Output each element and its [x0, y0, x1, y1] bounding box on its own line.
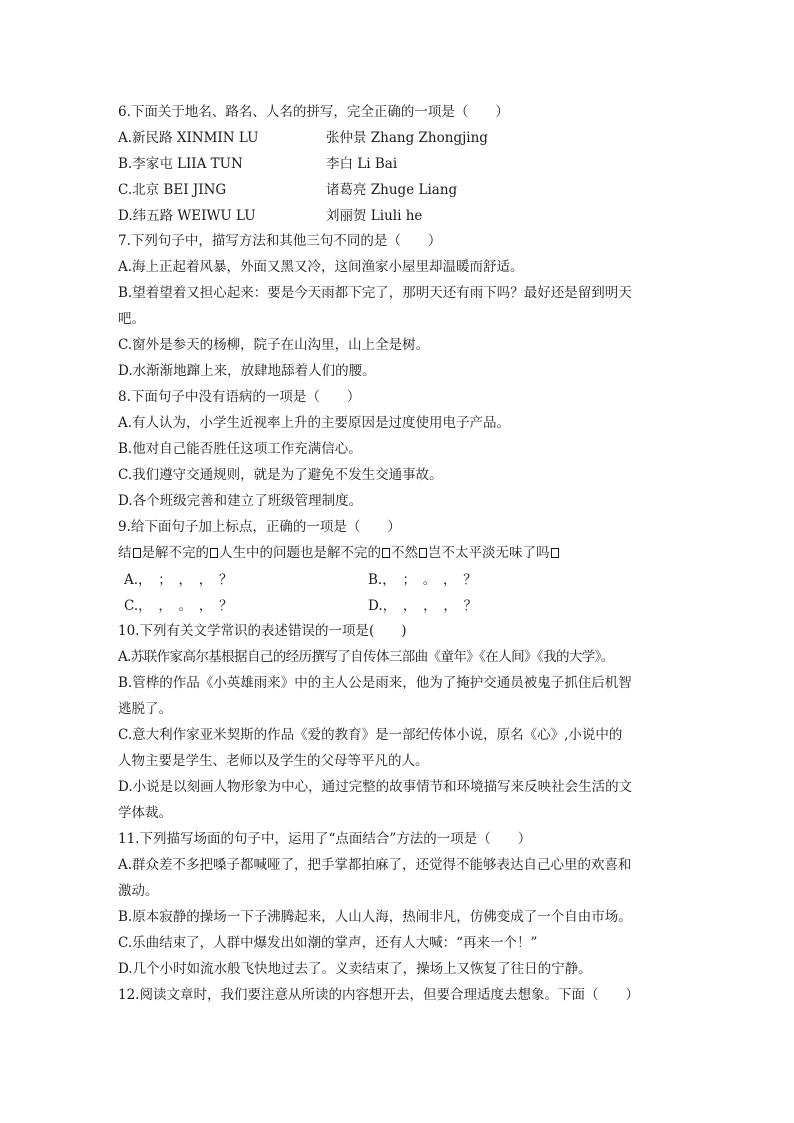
q9-sentence	[118, 544, 560, 562]
q7-option-a: A.海上正起着风暴，外面又黑又冷，这间渔家小屋里却温暖而舒适。	[118, 259, 524, 275]
q9-option-c: C.， ， 。 ， ？	[124, 598, 233, 614]
q11-option-a-line2: 激动。	[118, 883, 159, 899]
q8-stem: 8.下面句子中没有语病的一项是（ ）	[118, 389, 361, 405]
q9-sentence-part4: 不然	[391, 545, 418, 561]
q6-option-c-person: 诸葛亮 Zhuge Liang	[326, 182, 458, 198]
q6-option-d	[118, 207, 423, 225]
q11-stem: 11.下列描写场面的句子中，运用了“点面结合”方法的一项是（ ）	[118, 831, 532, 847]
q10-option-b-line1: B.管桦的作品《小英雄雨来》中的主人公是雨来，他为了掩护交通员被鬼子抓住后机智	[118, 675, 632, 691]
q9-sentence-part2: 是解不完的	[141, 545, 209, 561]
q10-option-c-line2: 人物主要是学生、老师以及学生的父母等平凡的人。	[118, 753, 429, 769]
q6-option-a	[118, 129, 488, 147]
q10-option-c-line1: C.意大利作家亚米契斯的作品《爱的教育》是一部纪传体小说，原名《心》,小说中的	[118, 727, 623, 743]
q9-stem: 9.给下面句子加上标点，正确的一项是（ ）	[118, 519, 401, 535]
q12-stem: 12.阅读文章时，我们要注意从所读的内容想开去，但要合理适度去想象。下面（ ）	[118, 987, 639, 1003]
q6-option-d-person: 刘丽贺 Liuli he	[326, 208, 423, 224]
q10-stem: 10.下列有关文学常识的表述错误的一项是( )	[118, 623, 407, 639]
q11-option-a-line1: A.群众差不多把嗓子都喊哑了，把手掌都拍麻了，还觉得不能够表达自己心里的欢喜和	[118, 857, 632, 873]
q10-option-d-line1: D.小说是以刻画人物形象为中心，通过完整的故事情节和环境描写来反映社会生活的文	[118, 779, 633, 795]
q6-option-d-place: D.纬五路 WEIWU LU	[118, 208, 256, 224]
q9-blank-box	[133, 548, 141, 558]
q6-stem: 6.下面关于地名、路名、人名的拼写，完全正确的一项是（ ）	[118, 104, 509, 120]
q6-option-c	[118, 181, 458, 199]
q7-option-b-line1: B.望着望着又担心起来：要是今天雨都下完了，那明天还有雨下吗？最好还是留到明天	[118, 285, 632, 301]
q9-option-a: A.， ； ， ， ？	[124, 572, 233, 588]
q9-option-b: B.， ； 。 ， ？	[368, 572, 477, 588]
q10-option-a: A.苏联作家高尔基根据自己的经历撰写了自传体三部曲《童年》《在人间》《我的大学》。	[118, 649, 614, 665]
q6-option-a-place: A.新民路 XINMIN LU	[118, 130, 259, 146]
q9-sentence-part1: 结	[118, 545, 132, 561]
q6-option-b-person: 李白 Li Bai	[326, 156, 398, 172]
q7-stem: 7.下列句子中，描写方法和其他三句不同的是（ ）	[118, 233, 442, 249]
q11-option-b: B.原本寂静的操场一下子沸腾起来，人山人海，热闹非凡，仿佛变成了一个自由市场。	[118, 909, 632, 925]
q7-option-c: C.窗外是参天的杨柳，院子在山沟里，山上全是树。	[118, 337, 430, 353]
q10-option-b-line2: 逃脱了。	[118, 701, 172, 717]
q9-option-d: D.， ， ， ， ？	[368, 598, 478, 614]
q6-option-a-person: 张仲景 Zhang Zhongjing	[326, 130, 488, 146]
q11-option-d: D.几个小时如流水般飞快地过去了。义卖结束了，操场上又恢复了往日的宁静。	[118, 961, 592, 977]
q7-option-b-line2: 吧。	[118, 311, 145, 327]
q9-blank-box	[551, 548, 559, 558]
q6-option-c-place: C.北京 BEI JING	[118, 182, 227, 198]
q9-sentence-part5: 岂不太平淡无味了吗	[428, 545, 550, 561]
q8-option-d: D.各个班级完善和建立了班级管理制度。	[118, 493, 363, 509]
q9-blank-box	[210, 548, 218, 558]
q11-option-c: C.乐曲结束了，人群中爆发出如潮的掌声，还有人大喊：“再来一个！”	[118, 935, 538, 951]
q8-option-c: C.我们遵守交通规则，就是为了避免不发生交通事故。	[118, 467, 443, 483]
q9-blank-box	[382, 548, 390, 558]
q8-option-b: B.他对自己能否胜任这项工作充满信心。	[118, 441, 362, 457]
q10-option-d-line2: 学体裁。	[118, 805, 172, 821]
q6-option-b-place: B.李家屯 LIIA TUN	[118, 156, 243, 172]
q7-option-d: D.水渐渐地蹿上来，放肆地舔着人们的腰。	[118, 363, 376, 379]
q6-option-b	[118, 155, 398, 173]
q8-option-a: A.有人认为，小学生近视率上升的主要原因是过度使用电子产品。	[118, 415, 511, 431]
q9-sentence-part3: 人生中的问题也是解不完的	[219, 545, 381, 561]
q9-blank-box	[419, 548, 427, 558]
